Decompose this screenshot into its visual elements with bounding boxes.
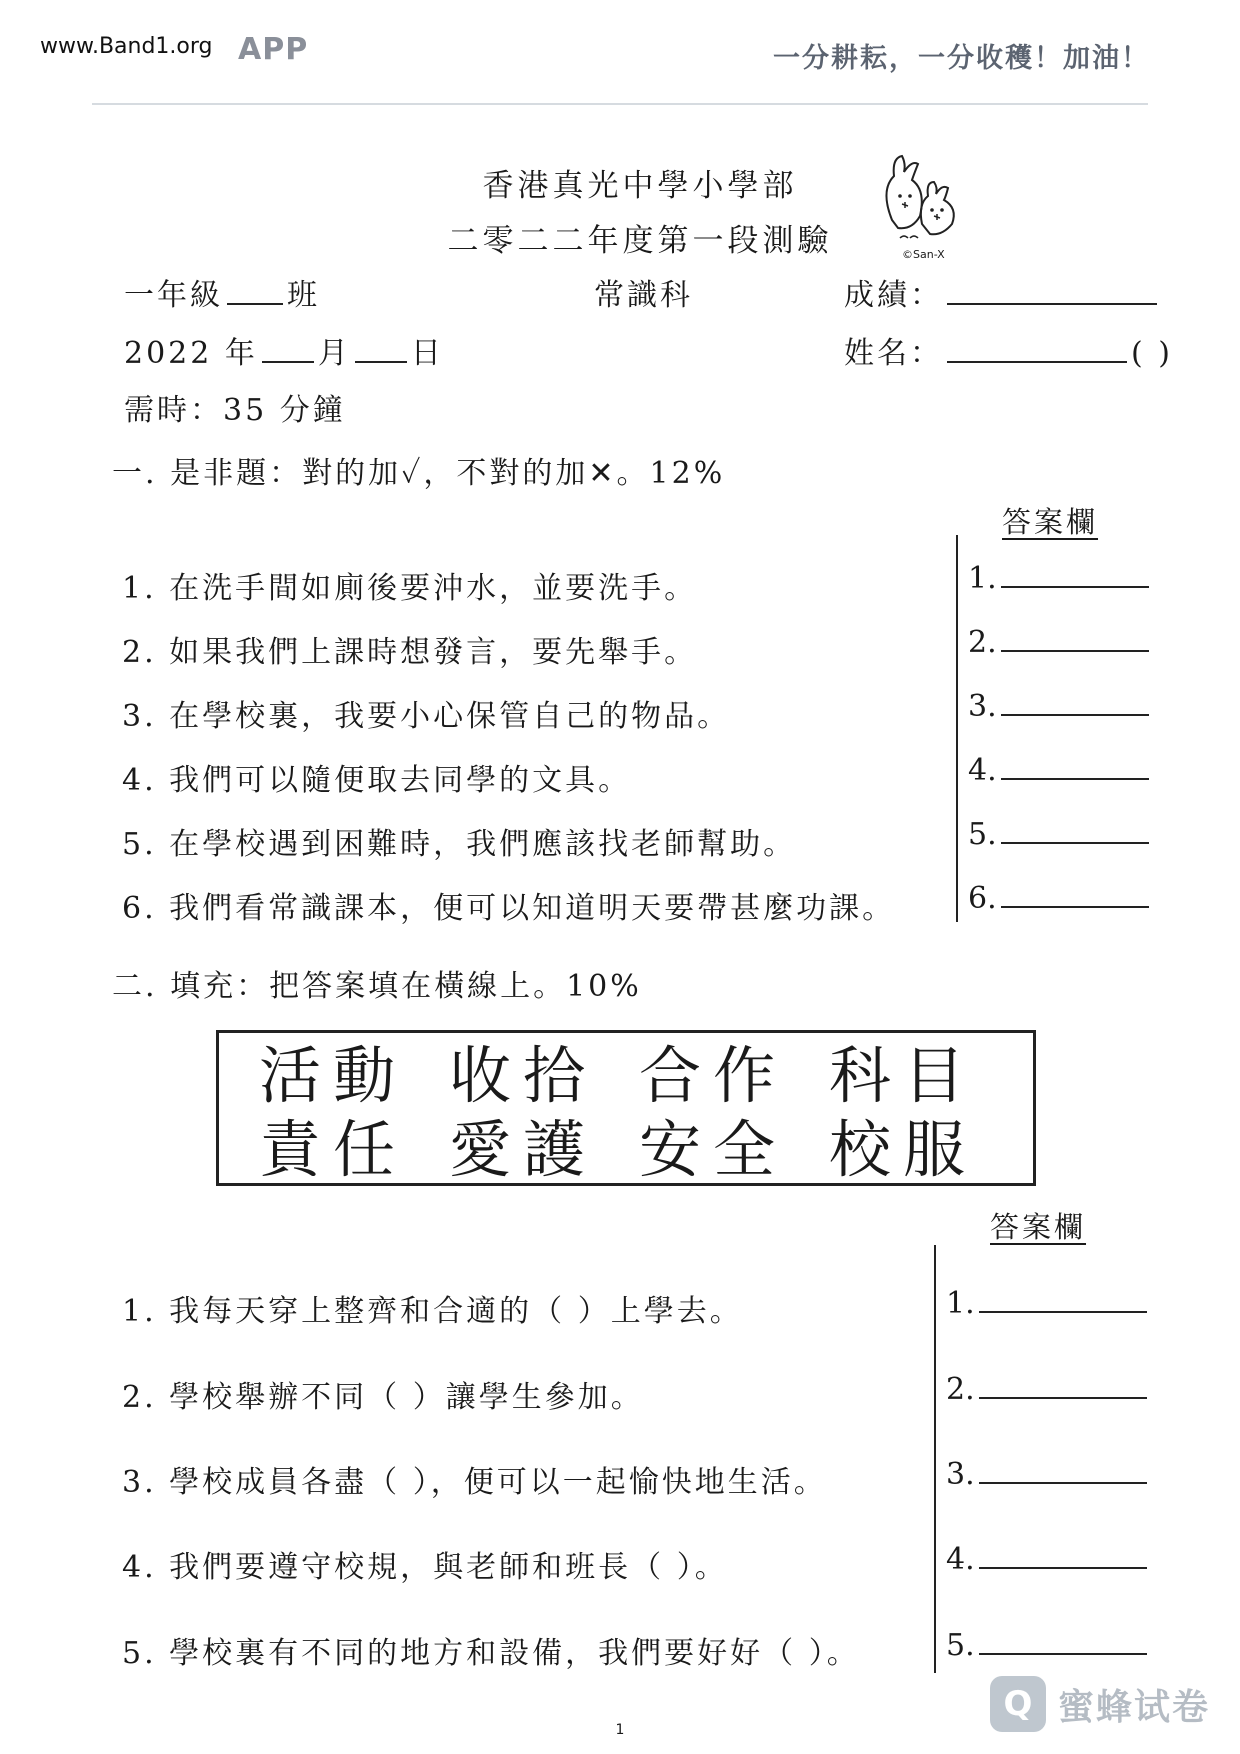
word-bank [216,1030,1036,1186]
word-bank-item: 責任 [259,1113,408,1186]
exam-title: 二零二二年度第一段測驗 [447,223,833,259]
score-blank[interactable] [947,277,1157,305]
s2-answer-2[interactable]: 2. [946,1372,1147,1407]
app-fragment: APP [238,32,309,67]
subject: 常識科 [594,278,693,313]
s2-answer-4[interactable]: 4. [946,1542,1147,1577]
word-bank-item: 安全 [639,1113,788,1186]
watermark [990,1676,1210,1732]
s1-question-6: 6. 我們看常識課本，便可以知道明天要帶甚麼功課。 [122,891,896,926]
section1-answer-divider [956,535,958,922]
day-label: 日 [410,336,444,371]
s1-answer-3[interactable]: 3. [968,689,1149,724]
name-label: 姓名： [844,336,943,371]
s2-question-2: 2. 學校舉辦不同（ ）讓學生參加。 [122,1380,644,1415]
s1-question-2: 2. 如果我們上課時想發言，要先舉手。 [122,635,698,670]
s1-answer-6[interactable]: 6. [968,881,1149,916]
word-bank-item: 合作 [639,1039,788,1112]
s2-question-5: 5. 學校裏有不同的地方和設備，我們要好好（ ）。 [122,1636,860,1671]
school-name: 香港真光中學小學部 [482,168,798,204]
year-label: 2022 年 [124,336,258,371]
s2-answer-5[interactable]: 5. [946,1628,1147,1663]
s2-question-1: 1. 我每天穿上整齊和合適的（ ）上學去。 [122,1294,743,1329]
s1-answer-1[interactable]: 1. [968,561,1149,596]
score-row [844,270,1161,314]
bunny-sticker [872,150,982,261]
s2-answer-1[interactable]: 1. [946,1286,1147,1321]
section2-answer-header: 答案欄 [990,1210,1087,1244]
word-bank-item: 收拾 [449,1039,598,1112]
class-number-paren: ( ) [1131,336,1173,371]
s1-question-3: 3. 在學校裏，我要小心保管自己的物品。 [122,699,731,734]
word-bank-item: 校服 [829,1113,978,1186]
watermark-text: 蜜蜂试卷 [1057,1686,1210,1728]
s1-question-4: 4. 我們可以隨便取去同學的文具。 [122,763,632,798]
s1-answer-2[interactable]: 2. [968,625,1149,660]
section1-answer-header: 答案欄 [1002,505,1099,539]
time-allowed: 需時：35 分鐘 [124,393,346,428]
page-number: 1 [615,1722,625,1738]
date-row [124,328,444,372]
class-label: 班 [287,278,320,313]
section2-answer-divider [934,1245,936,1673]
header-divider [92,103,1148,105]
s1-question-5: 5. 在學校遇到困難時，我們應該找老師幫助。 [122,827,797,862]
s1-question-1: 1. 在洗手間如廁後要沖水，並要洗手。 [122,571,698,606]
class-blank[interactable] [227,277,283,305]
s2-question-3: 3. 學校成員各盡（ ），便可以一起愉快地生活。 [122,1465,827,1500]
section2-title: 二. 填充：把答案填在橫線上。10% [112,969,642,1004]
s2-question-4: 4. 我們要遵守校規，與老師和班長（ ）。 [122,1550,728,1585]
s1-answer-4[interactable]: 4. [968,753,1149,788]
s2-answer-3[interactable]: 3. [946,1457,1147,1492]
site-url[interactable]: www.Band1.org [40,34,213,59]
bunny-icon [872,150,982,250]
name-row [844,328,1173,372]
score-label: 成績： [844,278,943,313]
word-bank-item: 科目 [829,1039,978,1112]
section1-title: 一. 是非題：對的加✓，不對的加✕。12% [112,456,726,491]
sticker-credit: ©San-X [902,248,945,261]
month-blank[interactable] [262,335,314,363]
word-bank-item: 愛護 [449,1113,598,1186]
s1-answer-5[interactable]: 5. [968,817,1149,852]
word-bank-item: 活動 [259,1039,408,1112]
month-label: 月 [317,336,351,371]
slogan: 一分耕耘，一分收穫！加油！ [773,43,1150,74]
name-blank[interactable] [947,335,1127,363]
grade-class [124,270,320,314]
bee-logo-icon: Q [990,1676,1046,1732]
day-blank[interactable] [355,335,407,363]
grade-label: 一年級 [124,278,223,313]
